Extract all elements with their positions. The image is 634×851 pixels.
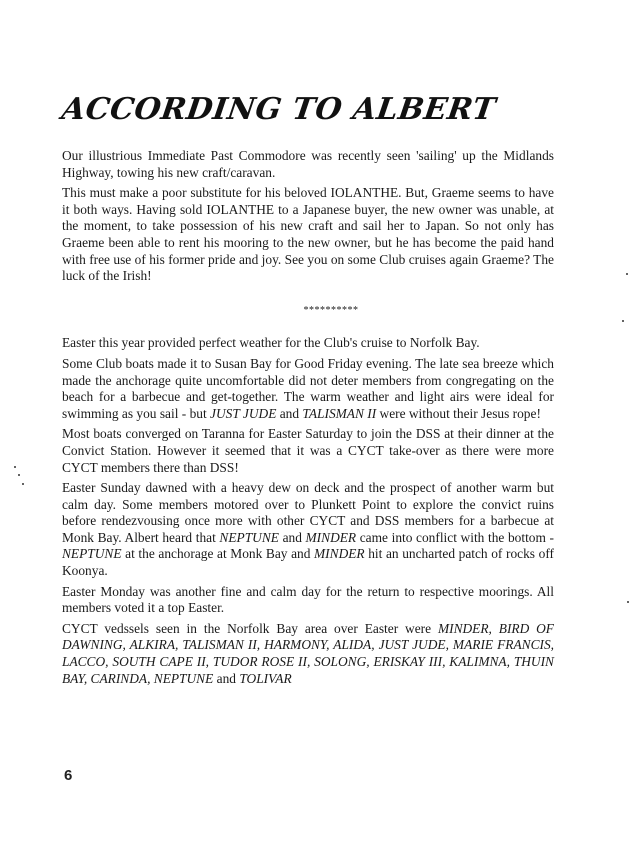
vessel-list: MINDER, BIRD OF DAWNING, ALKIRA, TALISMAN II, HARMONY, ALIDA, JUST JUDE, MARIE FRANCIS, LACCO, SOUTH CAPE II, TUDOR ROSE II, SOLONG, ERISKAY III, KALIMNA, THUIN BAY, CARINDA, NEPTUNE xyxy=(62,620,554,686)
article-body xyxy=(62,148,554,691)
scan-speck xyxy=(18,474,20,476)
paragraph-2: This must make a poor substitute for his beloved IOLANTHE. But, Graeme seems to have it both ways. Having sold IOLANTHE to a Japanese buyer, the new owner was unable, at the moment, to take possession of his new craft and sail her to Japan. So not only has Graeme been able to rent his mooring to the new owner, but he has become the paid hand with free use of his former pride and joy. See you on some Club cruises again Graeme? The luck of the Irish! xyxy=(62,185,554,284)
paragraph-8: CYCT vedssels seen in the Norfolk Bay area over Easter were MINDER, BIRD OF DAWNING, ALKIRA, TALISMAN II, HARMONY, ALIDA, JUST JUDE, MARIE FRANCIS, LACCO, SOUTH CAPE II, TUDOR ROSE II, SOLONG, ERISKAY III, KALIMNA, THUIN BAY, CARINDA, NEPTUNE and TOLIVAR xyxy=(62,620,554,686)
boat-name: TOLIVAR xyxy=(239,670,292,686)
boat-name: TALISMAN II xyxy=(302,405,377,421)
boat-name: NEPTUNE xyxy=(219,529,279,545)
scan-speck xyxy=(22,483,24,485)
scan-speck xyxy=(627,601,629,603)
paragraph-7: Easter Monday was another fine and calm day for the return to respective moorings. All members voted it a top Easter. xyxy=(62,583,554,616)
boat-name: JUST JUDE xyxy=(210,405,277,421)
scan-speck xyxy=(622,320,624,322)
paragraph-6: Easter Sunday dawned with a heavy dew on deck and the prospect of another warm but calm day. Some members motored over to Plunkett Point to explore the convict ruins before rendezvousing once more with other CYCT and DSS members for a barbecue at Monk Bay. Albert heard that NEPTUNE and MINDER came into conflict with the bottom - NEPTUNE at the anchorage at Monk Bay and MINDER hit an uncharted patch of rocks off Koonya. xyxy=(62,480,554,579)
boat-name: MINDER xyxy=(305,529,357,545)
scan-speck xyxy=(626,273,628,275)
page-number: 6 xyxy=(64,767,73,784)
paragraph-5: Most boats converged on Taranna for Easter Saturday to join the DSS at their dinner at the Convict Station. However it seemed that it was a CYCT take-over as there were more CYCT members there than DSS! xyxy=(62,426,554,475)
boat-name: MINDER xyxy=(314,546,365,562)
paragraph-1: Our illustrious Immediate Past Commodore was recently seen 'sailing' up the Midlands Highway, towing his new craft/caravan. xyxy=(62,148,554,180)
section-separator: ********** xyxy=(303,304,359,316)
scan-speck xyxy=(14,466,16,468)
paragraph-4: Some Club boats made it to Susan Bay for Good Friday evening. The late sea breeze which made the anchorage quite uncomfortable did not deter members from congregating on the beach for a barbecue and get-together. The warm weather and light airs were ideal for swimming as you sail - but JUST JUDE and TALISMAN II were without their Jesus rope! xyxy=(62,355,554,421)
boat-name: NEPTUNE xyxy=(62,546,122,562)
paragraph-3: Easter this year provided perfect weather for the Club's cruise to Norfolk Bay. xyxy=(62,335,480,351)
article-title: ACCORDING TO ALBERT xyxy=(59,92,498,127)
